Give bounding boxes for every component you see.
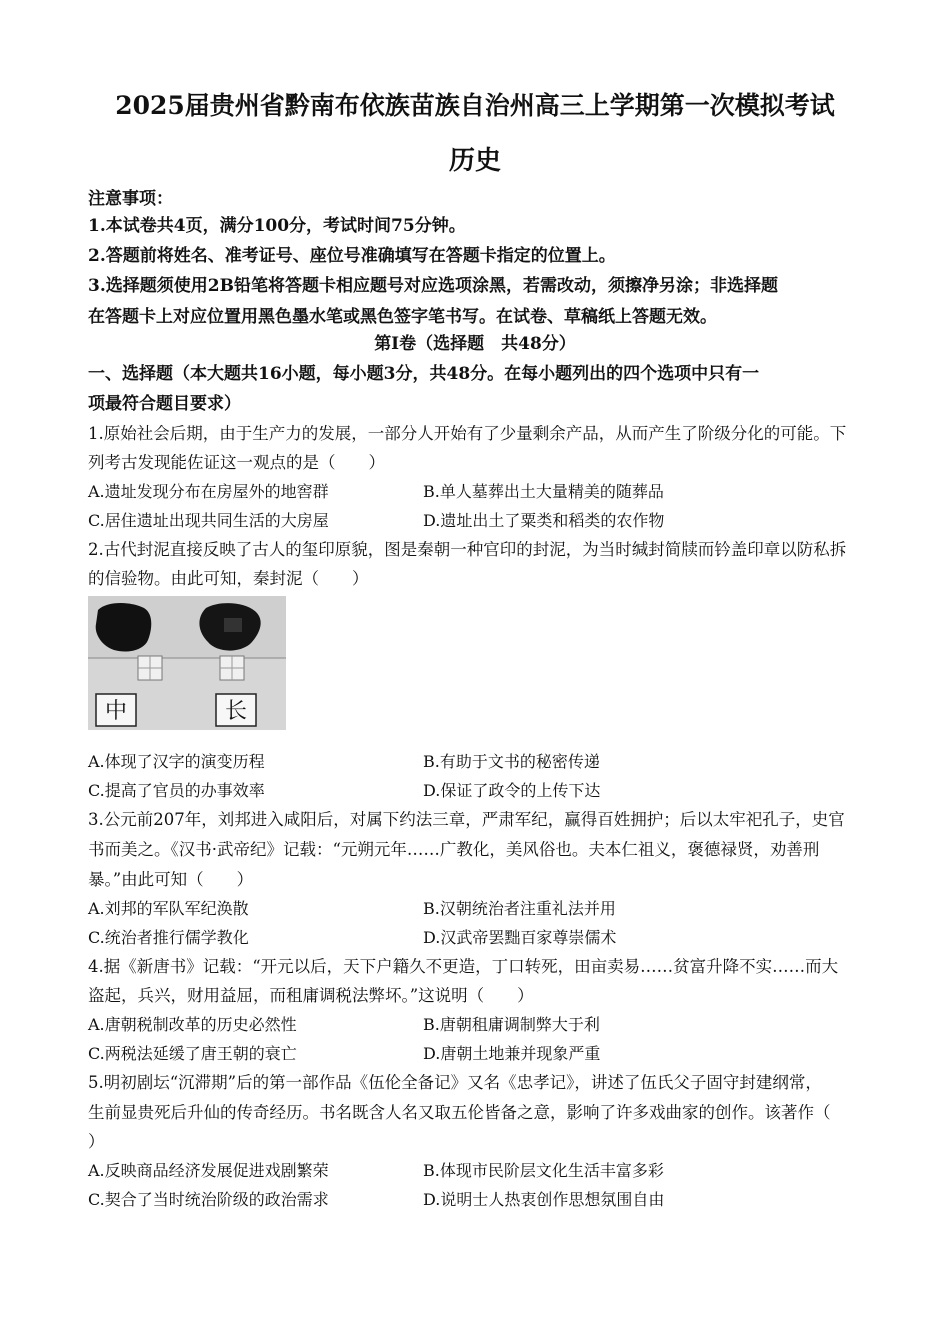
subject-title: 历史	[448, 146, 501, 176]
question-stem: 列考古发现能佐证这一观点的是（ ）	[88, 453, 385, 472]
notice-item: 2.答题前将姓名、准考证号、座位号准确填写在答题卡指定的位置上。	[88, 246, 616, 266]
option-c: C.两税法延缓了唐王朝的衰亡	[88, 1044, 297, 1063]
question-stem: 4.据《新唐书》记载：“开元以后，天下户籍久不更造，丁口转死，田亩卖易……贫富升降不实……而大	[88, 957, 839, 976]
option-d: D.汉武帝罢黜百家尊崇儒术	[423, 928, 617, 947]
seal-clay-image	[88, 596, 286, 730]
option-d: D.遗址出土了粟类和稻类的农作物	[423, 511, 665, 530]
option-b: B.单人墓葬出土大量精美的随葬品	[423, 482, 664, 501]
question-stem: 2.古代封泥直接反映了古人的玺印原貌，图是秦朝一种官印的封泥，为当时缄封简牍而钤盖印章以防私拆	[88, 540, 847, 559]
option-d: D.说明士人热衷创作思想氛围自由	[423, 1190, 665, 1209]
option-b: B.唐朝租庸调制弊大于利	[423, 1015, 600, 1034]
question-stem: 盗起，兵兴，财用益屈，而租庸调税法弊坏。”这说明（ ）	[88, 986, 534, 1005]
part-title: 项最符合题目要求）	[88, 394, 241, 414]
option-b: B.有助于文书的秘密传递	[423, 752, 600, 771]
question-stem: 的信验物。由此可知，秦封泥（ ）	[88, 569, 369, 588]
notice-item: 3.选择题须使用2B铅笔将答题卡相应题号对应选项涂黑，若需改动，须擦净另涂；非选择题	[88, 276, 778, 296]
option-b: B.体现市民阶层文化生活丰富多彩	[423, 1161, 664, 1180]
option-d: D.保证了政令的上传下达	[423, 781, 601, 800]
notice-heading: 注意事项：	[88, 189, 173, 209]
option-a: A.唐朝税制改革的历史必然性	[88, 1015, 297, 1034]
question-stem: 1.原始社会后期，由于生产力的发展，一部分人开始有了少量剩余产品，从而产生了阶级分化的可能。下	[88, 424, 847, 443]
option-b: B.汉朝统治者注重礼法并用	[423, 899, 616, 918]
option-a: A.遗址发现分布在房屋外的地窖群	[88, 482, 329, 501]
option-c: C.统治者推行儒学教化	[88, 928, 249, 947]
question-stem: 5.明初剧坛“沉滞期”后的第一部作品《伍伦全备记》又名《忠孝记》，讲述了伍氏父子固守封建纲常，	[88, 1073, 822, 1092]
option-a: A.体现了汉字的演变历程	[88, 752, 265, 771]
option-a: A.刘邦的军队军纪涣散	[88, 899, 249, 918]
seal-glyph: 中	[104, 699, 128, 724]
question-stem: ）	[88, 1132, 105, 1151]
option-c: C.契合了当时统治阶级的政治需求	[88, 1190, 329, 1209]
notice-item: 在答题卡上对应位置用黑色墨水笔或黑色签字笔书写。在试卷、草稿纸上答题无效。	[88, 307, 717, 327]
option-a: A.反映商品经济发展促进戏剧繁荣	[88, 1161, 329, 1180]
option-d: D.唐朝土地兼并现象严重	[423, 1044, 601, 1063]
question-stem: 书而美之。《汉书·武帝纪》记载：“元朔元年……广教化，美风俗也。夫本仁祖义，褒德禄贤，劝善刑	[88, 840, 820, 859]
notice-item: 1.本试卷共4页，满分100分，考试时间75分钟。	[88, 216, 466, 236]
question-stem: 3.公元前207年，刘邦进入咸阳后，对属下约法三章，严肃军纪，赢得百姓拥护；后以太牢祀孔子，史官	[88, 810, 845, 829]
seal-glyph: 长	[224, 699, 248, 724]
question-stem: 暴。”由此可知（ ）	[88, 870, 254, 889]
option-c: C.提高了官员的办事效率	[88, 781, 265, 800]
option-c: C.居住遗址出现共同生活的大房屋	[88, 511, 329, 530]
question-stem: 生前显贵死后升仙的传奇经历。书名既含人名又取五伦皆备之意，影响了许多戏曲家的创作。该著作（	[88, 1103, 831, 1122]
part-title: 一、选择题（本大题共16小题，每小题3分，共48分。在每小题列出的四个选项中只有一	[88, 364, 760, 384]
volume-title: 第Ⅰ卷（选择题 共48分）	[374, 334, 576, 354]
exam-title: 2025届贵州省黔南布依族苗族自治州高三上学期第一次模拟考试	[115, 91, 835, 120]
